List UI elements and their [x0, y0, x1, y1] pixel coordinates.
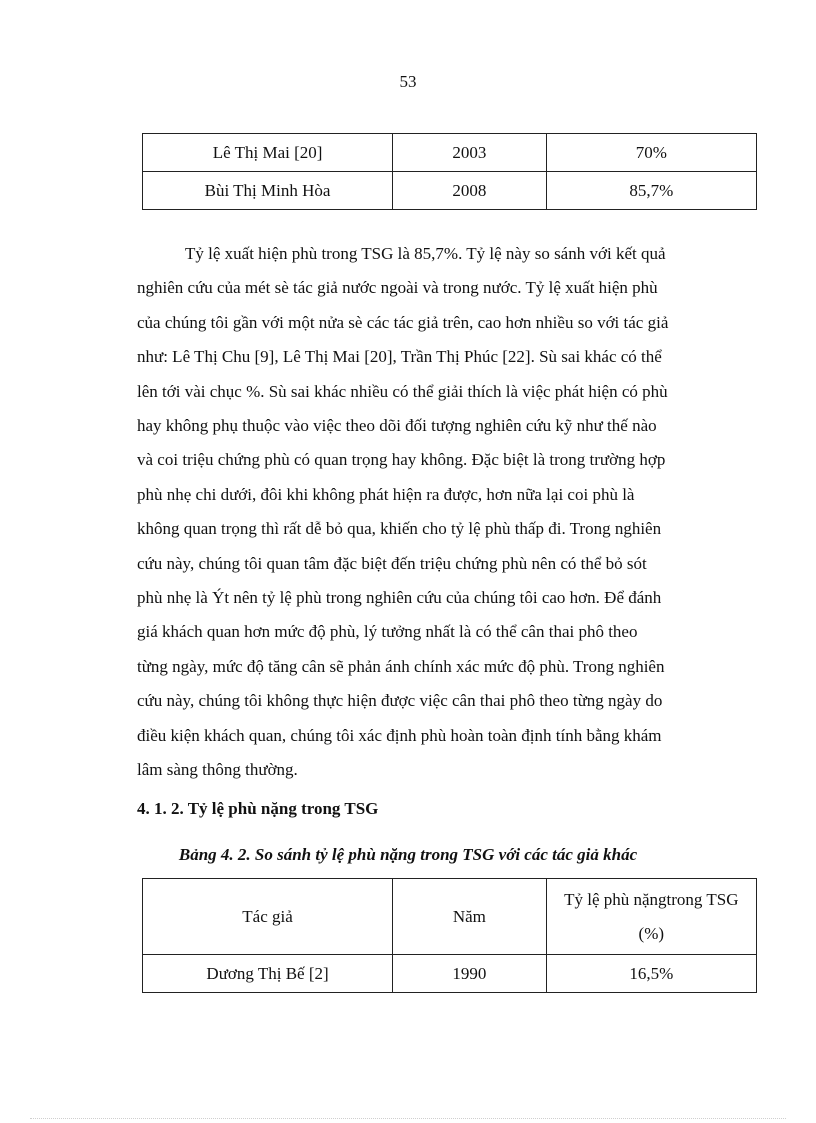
- paragraph-line: lâm sàng thông thường.: [137, 760, 298, 780]
- rate-cell: 16,5%: [546, 955, 756, 993]
- year-cell: 2008: [393, 172, 547, 210]
- paragraph-line: nghiên cứu của mét sè tác giả nước ngoài và trong nước. Tỷ lệ xuất hiện phù: [137, 278, 658, 298]
- rate-header-line: Tỷ lệ phù nặngtrong TSG: [564, 889, 739, 909]
- rate-cell: 85,7%: [546, 172, 756, 210]
- table-header-row: [143, 879, 757, 955]
- page-bottom-divider: [30, 1118, 786, 1119]
- year-cell: 2003: [393, 134, 547, 172]
- paragraph-line: và coi triệu chứng phù có quan trọng hay không. Đặc biệt là trong trường hợp: [137, 450, 666, 470]
- table-row: [143, 134, 757, 172]
- paragraph-line: phù nhẹ chi dưới, đôi khi không phát hiện ra được, hơn nữa lại coi phù là: [137, 484, 635, 504]
- paragraph-line: hay không phụ thuộc vào việc theo dõi đối tượng nghiên cứu kỹ như thế nào: [137, 416, 657, 436]
- paragraph-line: cứu này, chúng tôi quan tâm đặc biệt đến triệu chứng phù nên có thể bỏ sót: [137, 553, 647, 573]
- severe-edema-comparison-table: [142, 878, 757, 993]
- paragraph-line: lên tới vài chục %. Sù sai khác nhiều có thể giải thích là việc phát hiện có phù: [137, 381, 668, 401]
- paragraph-line: điều kiện khách quan, chúng tôi xác định phù hoàn toàn định tính bằng khám: [137, 725, 662, 745]
- paragraph-line: Tỷ lệ xuất hiện phù trong TSG là 85,7%. Tỷ lệ này so sánh với kết quả: [185, 244, 666, 263]
- table-row: [143, 172, 757, 210]
- paragraph-line: phù nhẹ là Ýt nên tỷ lệ phù trong nghiên cứu của chúng tôi cao hơn. Để đánh: [137, 588, 662, 608]
- table-caption: Bảng 4. 2. So sánh tỷ lệ phù nặng trong TSG với các tác giả khác: [178, 845, 638, 864]
- paragraph-line: giá khách quan hơn mức độ phù, lý tưởng nhất là có thể cân thai phô theo: [137, 622, 638, 642]
- year-cell: 1990: [393, 955, 546, 993]
- comparison-table-continued: [142, 133, 757, 210]
- paragraph-line: cứu này, chúng tôi không thực hiện được việc cân thai phô theo từng ngày do: [137, 691, 663, 711]
- paragraph-line: không quan trọng thì rất dễ bỏ qua, khiến cho tỷ lệ phù thấp đi. Trong nghiên: [137, 519, 662, 539]
- year-column-header: Năm: [393, 879, 546, 955]
- section-heading: 4. 1. 2. Tỷ lệ phù nặng trong TSG: [137, 799, 379, 818]
- author-cell: Bùi Thị Minh Hòa: [143, 172, 393, 210]
- author-column-header: Tác giả: [143, 879, 393, 955]
- rate-column-header: [546, 879, 756, 955]
- rate-cell: 70%: [546, 134, 756, 172]
- author-cell: Dương Thị Bế [2]: [143, 955, 393, 993]
- paragraph-line: của chúng tôi gần với một nửa sè các tác giả trên, cao hơn nhiều so với tác giả: [137, 312, 669, 332]
- paragraph-line: từng ngày, mức độ tăng cân sẽ phản ánh chính xác mức độ phù. Trong nghiên: [137, 656, 665, 676]
- paragraph-line: như: Lê Thị Chu [9], Lê Thị Mai [20], Trần Thị Phúc [22]. Sù sai khác có thể: [137, 347, 662, 367]
- author-cell: Lê Thị Mai [20]: [143, 134, 393, 172]
- table-row: [143, 955, 757, 993]
- page-number: 53: [399, 72, 417, 91]
- discussion-paragraph: [137, 237, 767, 788]
- rate-header-unit: (%): [638, 923, 665, 943]
